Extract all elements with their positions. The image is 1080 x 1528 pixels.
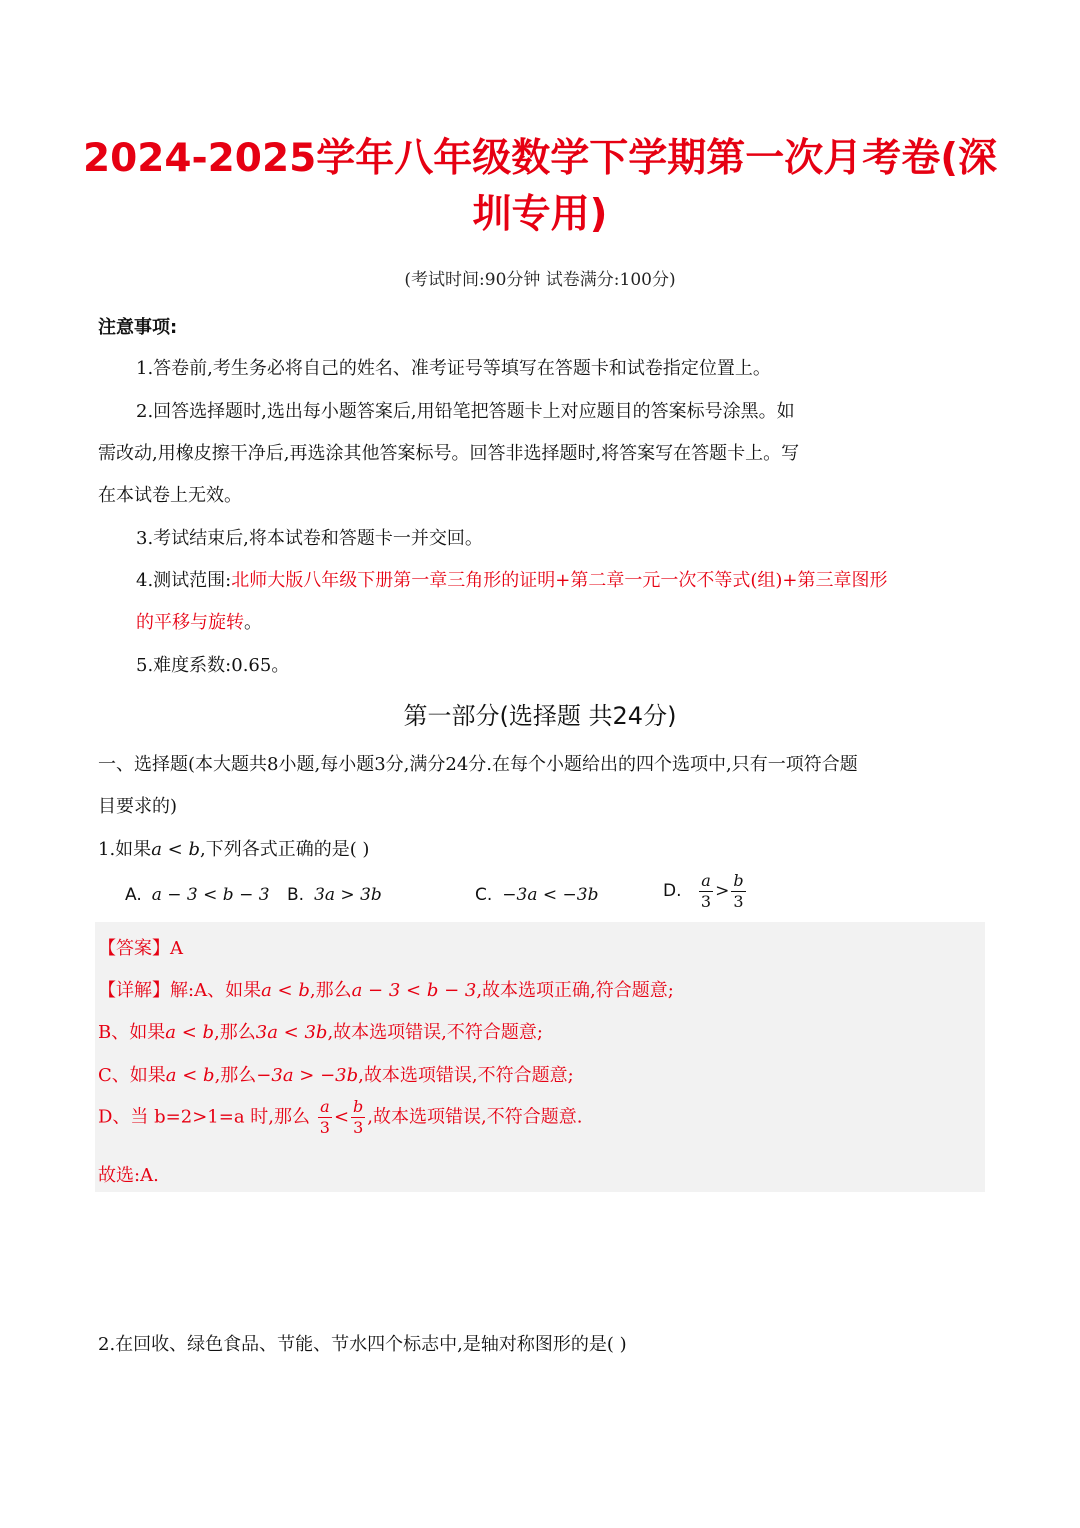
detail-4-frac-right-num: b: [353, 1097, 364, 1116]
option-a-label: A.: [125, 885, 142, 905]
section-instructions-line2: 目要求的): [98, 796, 178, 817]
detail-4-suffix: ,故本选项错误,不符合题意.: [367, 1106, 583, 1128]
detail-line-3: [98, 1061, 574, 1087]
question-1-option-d: [663, 873, 748, 910]
exam-title-line2: 圳专用): [472, 192, 608, 237]
notes-item-4-line2: [136, 608, 262, 634]
detail-3-mid: ,那么: [214, 1065, 257, 1086]
notes-item-2-line3: 在本试卷上无效。: [98, 485, 242, 506]
detail-4-frac-right: [351, 1099, 365, 1136]
detail-1-suffix: ,故本选项正确,符合题意;: [476, 980, 674, 1001]
detail-1-math-2: a − 3 < b − 3: [351, 980, 477, 1001]
detail-4-frac-right-den: 3: [353, 1118, 364, 1137]
option-d-op: >: [715, 881, 730, 901]
option-a-expr: a − 3 < b − 3: [151, 885, 270, 905]
detail-1-math-1: a < b: [261, 980, 310, 1001]
detail-line-1: [98, 976, 674, 1002]
option-d-frac-right-num: b: [733, 871, 744, 890]
detail-2-math-1: a < b: [165, 1022, 215, 1043]
question-1-option-a: [125, 885, 270, 905]
detail-1-mid: ,那么: [309, 980, 352, 1001]
option-d-frac-left-den: 3: [700, 892, 712, 911]
detail-3-math-1: a < b: [165, 1065, 215, 1086]
detail-1-prefix: 【详解】解:A、如果: [98, 980, 262, 1001]
detail-4-op: <: [333, 1106, 350, 1128]
option-c-expr: −3a < −3b: [502, 885, 599, 905]
detail-4-frac-left-den: 3: [319, 1118, 330, 1137]
question-1-stem: [98, 835, 369, 861]
detail-4-prefix: D、当 b=2>1=a 时,那么: [98, 1106, 311, 1128]
option-b-label: B.: [287, 885, 305, 905]
option-d-frac-right-den: 3: [733, 892, 744, 911]
detail-line-5: 故选:A.: [98, 1165, 159, 1186]
notes-item-4-range-cont: 的平移与旋转: [136, 612, 244, 633]
option-d-frac-left-num: a: [701, 871, 711, 890]
question-1-answer: 【答案】A: [98, 938, 183, 959]
detail-3-suffix: ,故本选项错误,不符合题意;: [358, 1065, 574, 1086]
question-1-stem-suffix: ,下列各式正确的是( ): [199, 839, 370, 860]
question-1-option-b: [287, 885, 382, 905]
notes-item-5: 5.难度系数:0.65。: [136, 655, 290, 676]
question-1-option-c: [475, 885, 598, 905]
detail-4-frac-left-num: a: [320, 1097, 330, 1116]
notes-item-4-range: 北师大版八年级下册第一章三角形的证明+第二章一元一次不等式(组)+第三章图形: [231, 570, 888, 591]
section-instructions-line1: 一、选择题(本大题共8小题,每小题3分,满分24分.在每个小题给出的四个选项中,只有一项符合题: [98, 754, 858, 775]
detail-line-4: [98, 1099, 582, 1136]
notes-item-2-line1: 2.回答选择题时,选出每小题答案后,用铅笔把答题卡上对应题目的答案标号涂黑。如: [136, 401, 795, 422]
option-d-label: D.: [663, 881, 682, 901]
detail-2-prefix: B、如果: [98, 1022, 166, 1043]
exam-subtitle: (考试时间:90分钟 试卷满分:100分): [404, 270, 676, 290]
notes-item-4-line1: [136, 566, 887, 592]
option-d-frac-left: [699, 873, 713, 910]
notes-heading: 注意事项:: [98, 317, 178, 338]
option-b-expr: 3a > 3b: [314, 885, 382, 905]
detail-3-prefix: C、如果: [98, 1065, 166, 1086]
detail-2-mid: ,那么: [214, 1022, 256, 1043]
notes-item-4-suffix: 。: [244, 612, 262, 633]
notes-item-4-prefix: 4.测试范围:: [136, 570, 232, 591]
notes-item-3: 3.考试结束后,将本试卷和答题卡一并交回。: [136, 528, 483, 549]
option-c-label: C.: [475, 885, 493, 905]
detail-2-math-2: 3a < 3b: [255, 1022, 328, 1043]
question-2-stem: 2.在回收、绿色食品、节能、节水四个标志中,是轴对称图形的是( ): [98, 1334, 627, 1355]
detail-line-2: [98, 1018, 543, 1044]
notes-item-1: 1.答卷前,考生务必将自己的姓名、准考证号等填写在答题卡和试卷指定位置上。: [136, 358, 771, 379]
exam-title-line1: 2024-2025学年八年级数学下学期第一次月考卷(深: [82, 136, 998, 181]
option-d-frac-right: [731, 873, 745, 910]
question-1-stem-prefix: 1.如果: [98, 839, 152, 860]
notes-item-2-line2: 需改动,用橡皮擦干净后,再选涂其他答案标号。回答非选择题时,将答案写在答题卡上。写: [98, 443, 800, 464]
answer-explanation-box: [95, 922, 985, 1192]
detail-2-suffix: ,故本选项错误,不符合题意;: [327, 1022, 543, 1043]
question-1-stem-math: a < b: [151, 839, 200, 860]
detail-3-math-2: −3a > −3b: [256, 1065, 359, 1086]
detail-4-frac-left: [318, 1099, 332, 1136]
section-title: 第一部分(选择题 共24分): [403, 702, 677, 730]
